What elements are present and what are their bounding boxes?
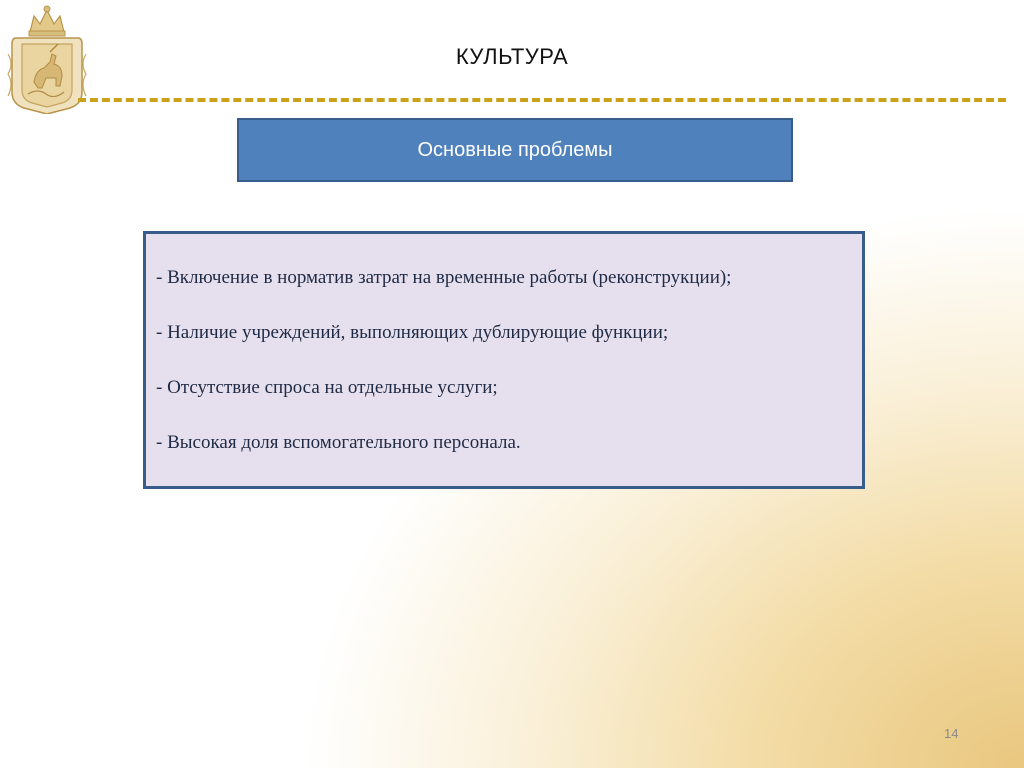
list-item: - Высокая доля вспомогательного персонала. [156, 432, 521, 453]
slide-title: КУЛЬТУРА [455, 44, 569, 69]
list-item: - Включение в норматив затрат на временные работы (реконструкции); [156, 267, 732, 288]
list-item: - Отсутствие спроса на отдельные услуги; [156, 377, 498, 398]
section-header-box [237, 118, 793, 182]
problems-list-box [143, 231, 865, 489]
page-number: 14 [944, 726, 959, 741]
section-header-label: Основные проблемы [417, 138, 613, 161]
dashed-divider [78, 98, 1006, 102]
list-item: - Наличие учреждений, выполняющих дублирующие функции; [156, 322, 669, 343]
